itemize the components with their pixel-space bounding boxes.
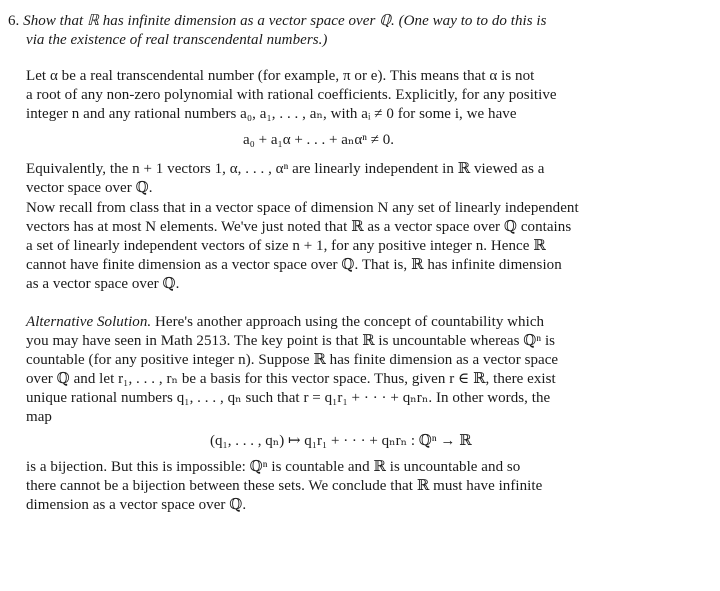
alternative-line-2: you may have seen in Math 2513. The key point is that ℝ is uncountable whereas ℚⁿ is	[26, 333, 556, 349]
solution-line-10: as a vector space over ℚ.	[26, 276, 180, 292]
solution-line-6: Now recall from class that in a vector space of dimension N any set of linearly independent	[26, 200, 579, 216]
problem-text: Show that ℝ has infinite dimension as a vector space over ℚ. (One way to to do this is	[23, 13, 547, 29]
problem-statement-line-2: via the existence of real transcendental numbers.)	[26, 32, 328, 48]
alternative-line-7: is a bijection. But this is impossible: ℚⁿ is countable and ℝ is uncountable and so	[26, 459, 521, 475]
problem-statement-line-1	[8, 12, 547, 30]
alternative-line-6: map	[26, 409, 52, 425]
alternative-line-4: over ℚ and let r₁, . . . , rₙ be a basis for this vector space. Thus, given r ∈ ℝ, there exist	[26, 371, 556, 387]
solution-line-9: cannot have finite dimension as a vector space over ℚ. That is, ℝ has infinite dimension	[26, 257, 562, 273]
alternative-first-line: Here's another approach using the concept of countability which	[155, 314, 545, 330]
bijection-map-equation: (q₁, . . . , qₙ) ↦ q₁r₁ + · · · + qₙrₙ : ℚⁿ → ℝ	[210, 433, 472, 449]
solution-line-2: a root of any non-zero polynomial with rational coefficients. Explicitly, for any positive	[26, 87, 557, 103]
solution-line-7: vectors has at most N elements. We've just noted that ℝ as a vector space over ℚ contains	[26, 219, 572, 235]
solution-line-3: integer n and any rational numbers a₀, a₁, . . . , aₙ, with aᵢ ≠ 0 for some i, we have	[26, 106, 517, 122]
solution-line-8: a set of linearly independent vectors of size n + 1, for any positive integer n. Hence ℝ	[26, 238, 546, 254]
alternative-line-5: unique rational numbers q₁, . . . , qₙ such that r = q₁r₁ + · · · + qₙrₙ. In other words, the	[26, 390, 551, 406]
solution-line-5: vector space over ℚ.	[26, 180, 153, 196]
alternative-line-3: countable (for any positive integer n). Suppose ℝ has finite dimension as a vector space	[26, 352, 559, 368]
alternative-line-9: dimension as a vector space over ℚ.	[26, 497, 247, 513]
solution-line-1: Let α be a real transcendental number (for example, π or e). This means that α is not	[26, 68, 535, 84]
alternative-label: Alternative Solution.	[26, 314, 152, 330]
alternative-line-8: there cannot be a bijection between these sets. We conclude that ℝ must have infinite	[26, 478, 543, 494]
alternative-line-1	[26, 313, 544, 331]
solution-line-4: Equivalently, the n + 1 vectors 1, α, . . . , αⁿ are linearly independent in ℝ viewed as a	[26, 161, 545, 177]
transcendence-equation: a₀ + a₁α + . . . + aₙαⁿ ≠ 0.	[243, 132, 394, 148]
problem-number: 6.	[8, 13, 20, 29]
